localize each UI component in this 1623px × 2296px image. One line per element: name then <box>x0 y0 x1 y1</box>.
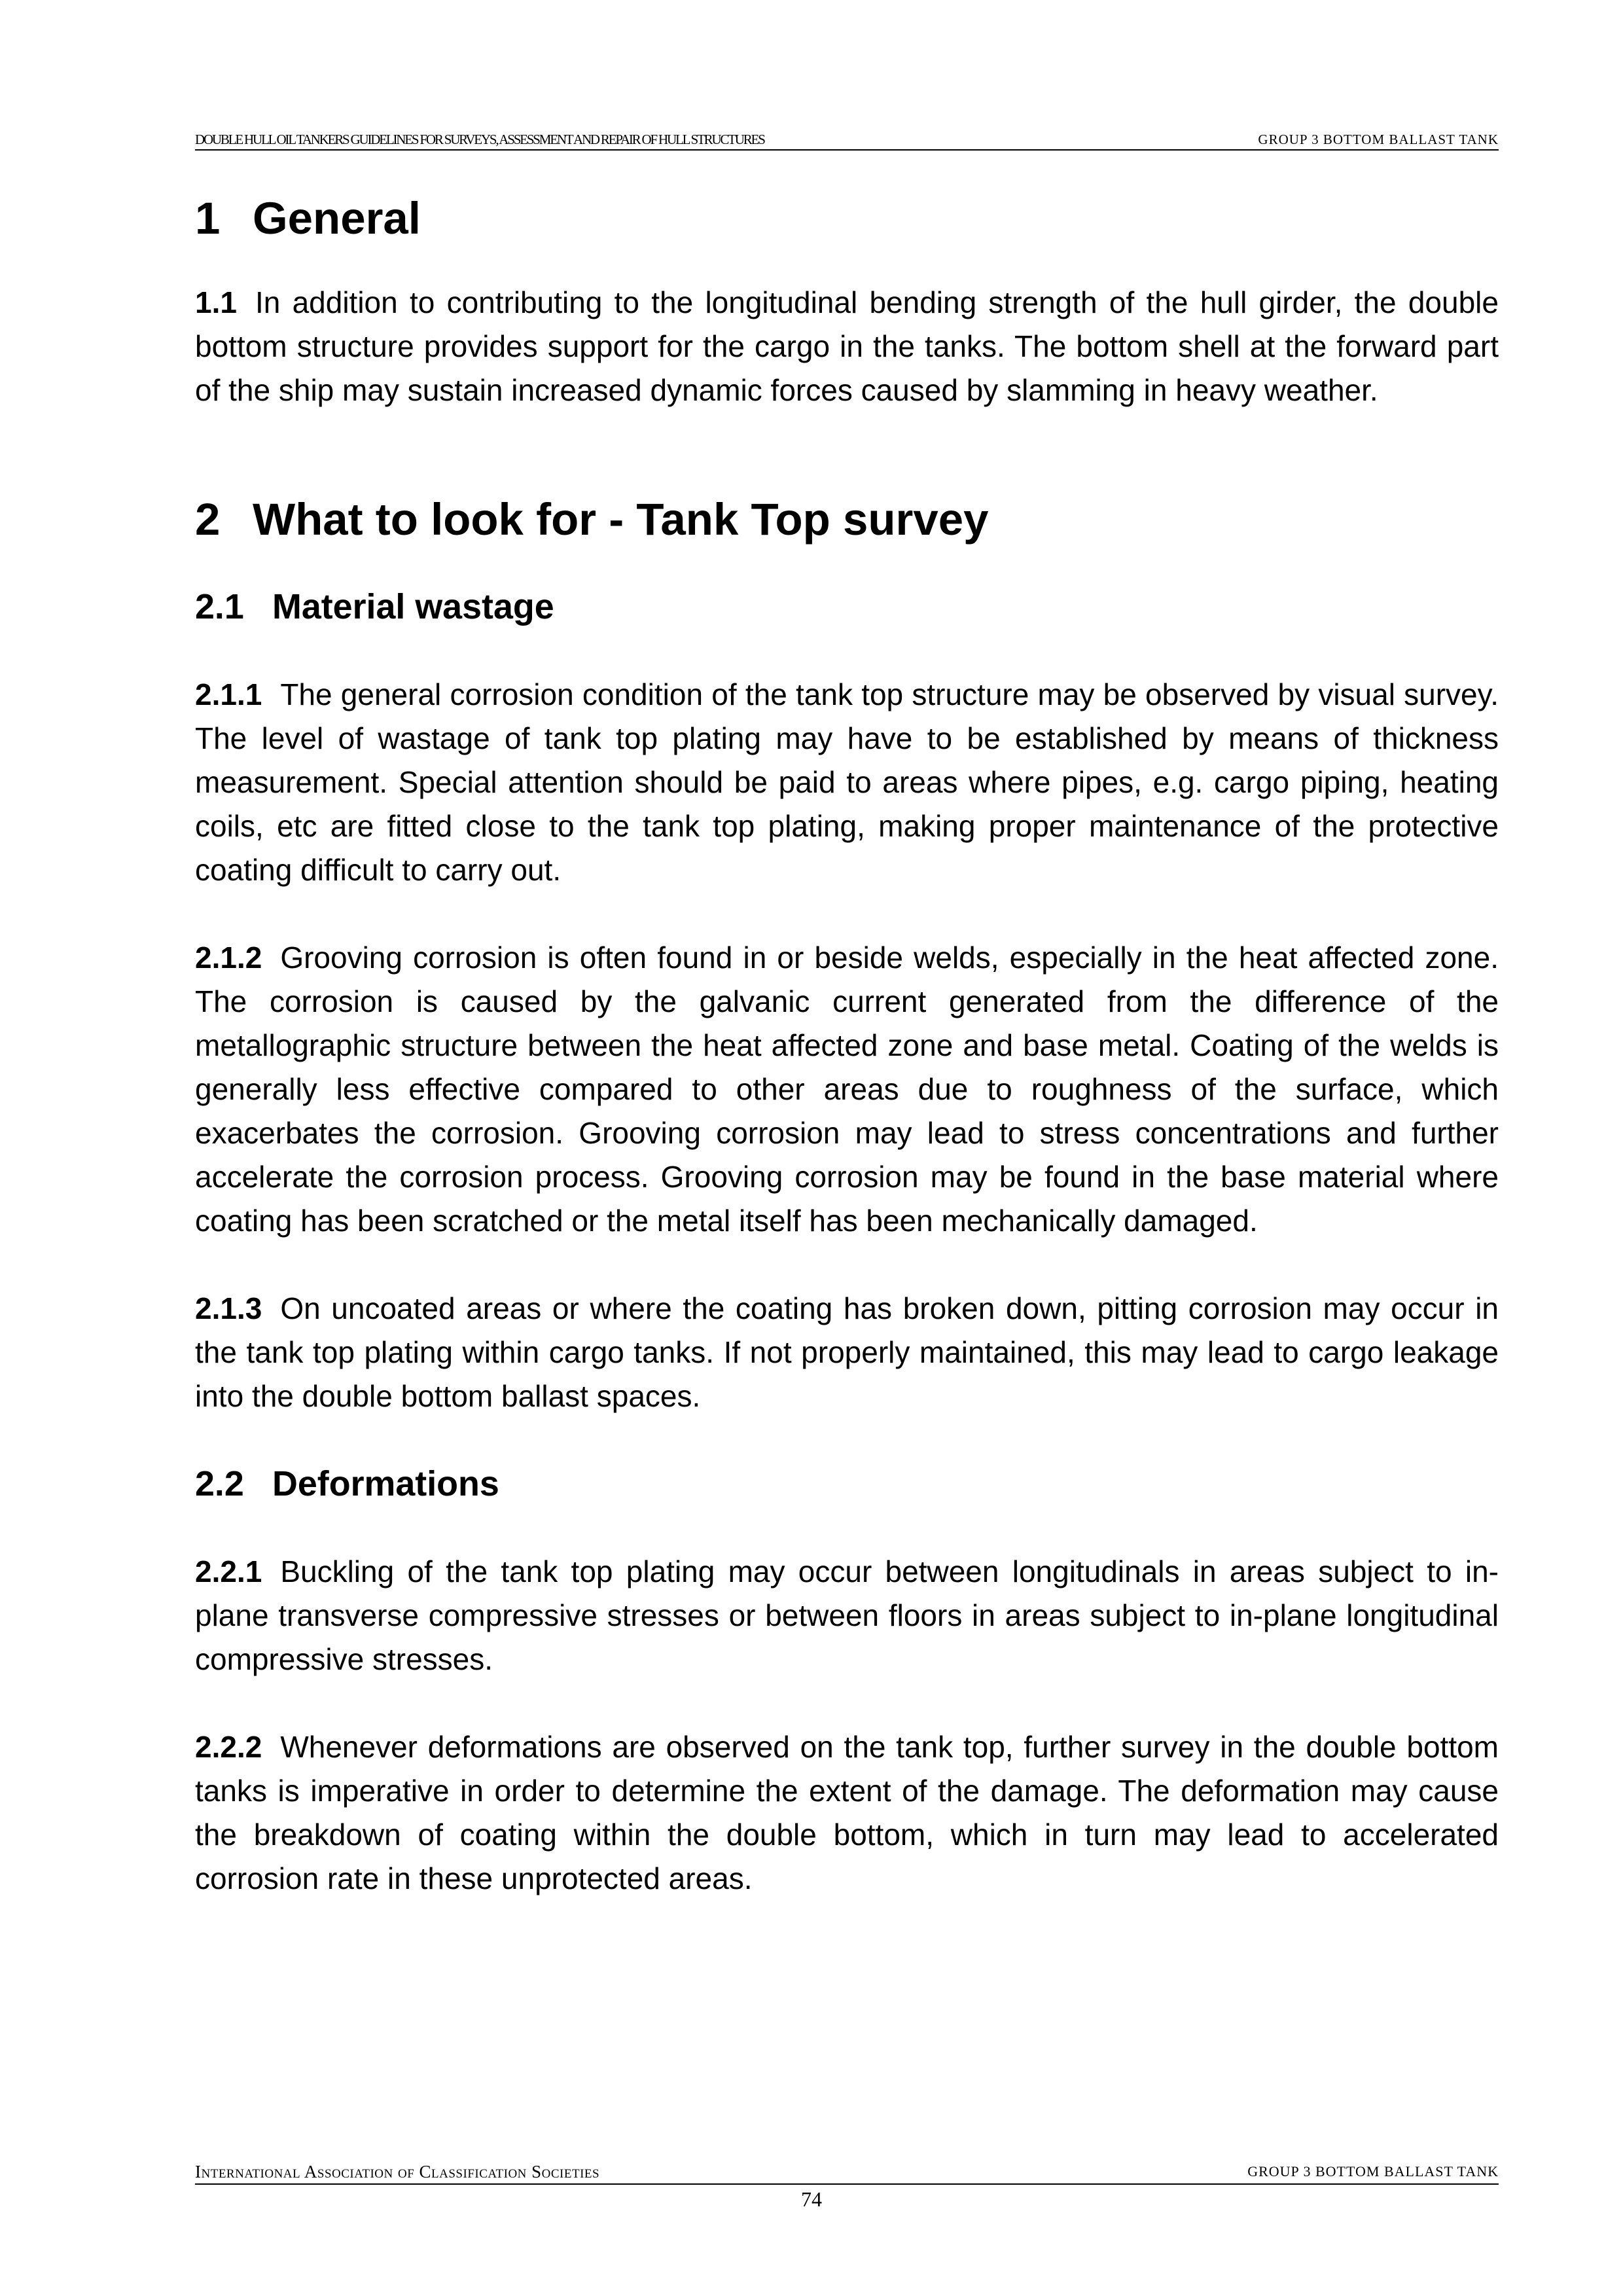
running-footer <box>195 2160 1499 2185</box>
page-number: 74 <box>801 2187 822 2211</box>
subsection-title: Material wastage <box>272 587 554 626</box>
paragraph-number: 2.1.3 <box>195 1291 262 1325</box>
paragraph-2-1-1 <box>195 673 1499 892</box>
paragraph-number: 1.1 <box>195 285 237 319</box>
subsection-number: 2.2 <box>195 1464 244 1503</box>
paragraph-2-1-2 <box>195 936 1499 1243</box>
paragraph-text: In addition to contributing to the longitudinal bending strength of the hull girder, the double bottom structure provides support for the cargo in the tanks. The bottom shell at the forward part of the ship may sustain increased dynamic forces caused by slamming in heavy weather. <box>195 285 1499 407</box>
section-heading-1 <box>195 193 1499 243</box>
paragraph-2-1-3 <box>195 1287 1499 1418</box>
page-body <box>195 190 1499 1901</box>
section-title: What to look for - Tank Top survey <box>253 494 989 545</box>
subsection-title: Deformations <box>272 1464 499 1503</box>
running-header <box>195 130 1499 151</box>
paragraph-text: Buckling of the tank top plating may occur between longitudinals in areas subject to in-plane transverse compressive stresses or between floors in areas subject to in-plane longitudinal compressive stresses. <box>195 1554 1499 1676</box>
subsection-heading-2-1 <box>195 585 1499 629</box>
paragraph-text: The general corrosion condition of the tank top structure may be observed by visual survey. The level of wastage of tank top plating may have to be established by means of thickness measurement. Special attention should be paid to areas where pipes, e.g. cargo piping, heating coils, etc are fitted close to the tank top plating, making proper maintenance of the protective coating difficult to carry out. <box>195 677 1499 887</box>
subsection-number: 2.1 <box>195 587 244 626</box>
paragraph-number: 2.2.1 <box>195 1554 262 1588</box>
header-section-title: GROUP 3 BOTTOM BALLAST TANK <box>1258 132 1499 147</box>
footer-organization: International Association of Classification Societies <box>195 2162 600 2181</box>
section-heading-2 <box>195 494 1499 545</box>
paragraph-number: 2.2.2 <box>195 1730 262 1764</box>
paragraph-text: On uncoated areas or where the coating has broken down, pitting corrosion may occur in the tank top plating within cargo tanks. If not properly maintained, this may lead to cargo leakage into the double bottom ballast spaces. <box>195 1291 1499 1413</box>
paragraph-1-1 <box>195 281 1499 412</box>
subsection-heading-2-2 <box>195 1462 1499 1506</box>
paragraph-2-2-1 <box>195 1550 1499 1681</box>
section-number: 1 <box>195 193 221 243</box>
paragraph-2-2-2 <box>195 1725 1499 1901</box>
paragraph-number: 2.1.2 <box>195 941 262 975</box>
section-number: 2 <box>195 494 221 545</box>
paragraph-number: 2.1.1 <box>195 677 262 711</box>
footer-section-title: GROUP 3 BOTTOM BALLAST TANK <box>1247 2163 1499 2179</box>
paragraph-text: Whenever deformations are observed on the tank top, further survey in the double bottom tanks is imperative in order to determine the extent of the damage. The deformation may cause the breakdown of coating within the double bottom, which in turn may lead to accelerated corrosion rate in these unprotected areas. <box>195 1730 1499 1895</box>
section-title: General <box>253 193 421 243</box>
header-document-title: DOUBLE HULL OIL TANKERS GUIDELINES FOR SURVEYS, ASSESSMENT AND REPAIR OF HULL STRUCTURES <box>195 132 764 147</box>
paragraph-text: Grooving corrosion is often found in or beside welds, especially in the heat affected zone. The corrosion is caused by the galvanic current generated from the difference of the metallographic structure between the heat affected zone and base metal. Coating of the welds is generally less effective compared to other areas due to roughness of the surface, which exacerbates the corrosion. Grooving corrosion may lead to stress concentrations and further accelerate the corrosion process. Grooving corrosion may be found in the base material where coating has been scratched or the metal itself has been mechanically damaged. <box>195 941 1499 1238</box>
